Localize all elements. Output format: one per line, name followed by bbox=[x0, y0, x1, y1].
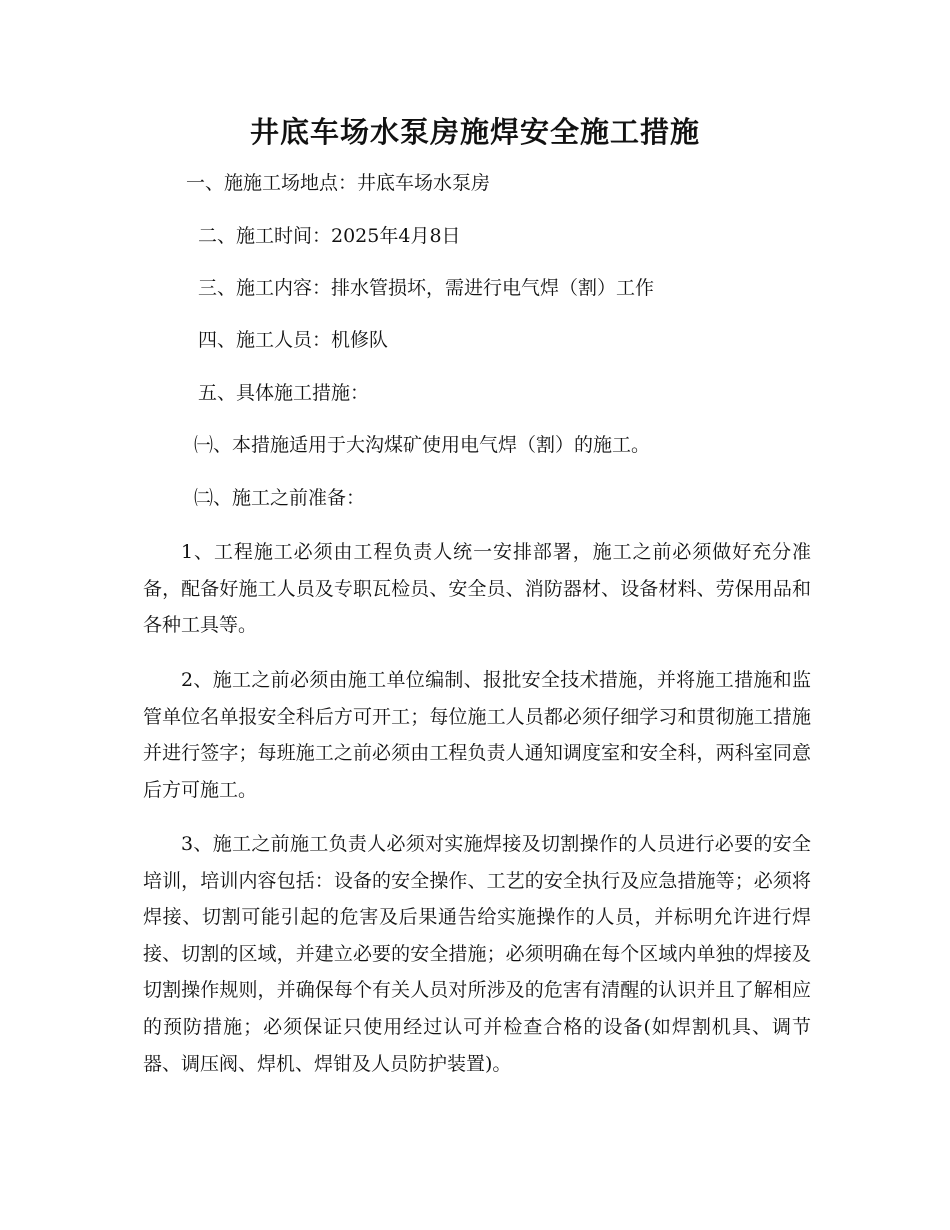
subsection-scope: ㈠、本措施适用于大沟煤矿使用电气焊（割）的施工。 bbox=[194, 434, 651, 456]
section-site: 一、施施工场地点：井底车场水泵房 bbox=[186, 172, 491, 194]
subsection-preparation: ㈡、施工之前准备： bbox=[194, 487, 366, 509]
paragraph-1: 1、工程施工必须由工程负责人统一安排部署，施工之前必须做好充分准备，配备好施工人员及专职瓦检员、安全员、消防器材、设备材料、劳保用品和各种工具等。 bbox=[143, 541, 811, 637]
paragraph-3: 3、施工之前施工负责人必须对实施焊接及切割操作的人员进行必要的安全培训，培训内容包括：设备的安全操作、工艺的安全执行及应急措施等；必须将焊接、切割可能引起的危害及后果通告给实施操作的人员，并标明允许进行焊接、切割的区域，并建立必要的安全措施；必须明确在每个区域内单独的焊接及切割操作规则，并确保每个有关人员对所涉及的危害有清醒的认识并且了解相应的预防措施；必须保证只使用经过认可并检查合格的设备(如焊割机具、调节器、调压阀、焊机、焊钳及人员防护装置)。 bbox=[143, 833, 811, 1075]
document-title: 井底车场水泵房施焊安全施工措施 bbox=[249, 115, 700, 149]
section-personnel: 四、施工人员：机修队 bbox=[198, 329, 389, 351]
section-time: 二、施工时间：2025年4月8日 bbox=[198, 225, 461, 247]
paragraph-2: 2、施工之前必须由施工单位编制、报批安全技术措施，并将施工措施和监管单位名单报安全科后方可开工；每位施工人员都必须仔细学习和贯彻施工措施并进行签字；每班施工之前必须由工程负责人通知调度室和安全科，两科室同意后方可施工。 bbox=[143, 669, 811, 801]
section-content: 三、施工内容：排水管损坏，需进行电气焊（割）工作 bbox=[198, 277, 655, 299]
section-measures: 五、具体施工措施： bbox=[198, 382, 370, 404]
